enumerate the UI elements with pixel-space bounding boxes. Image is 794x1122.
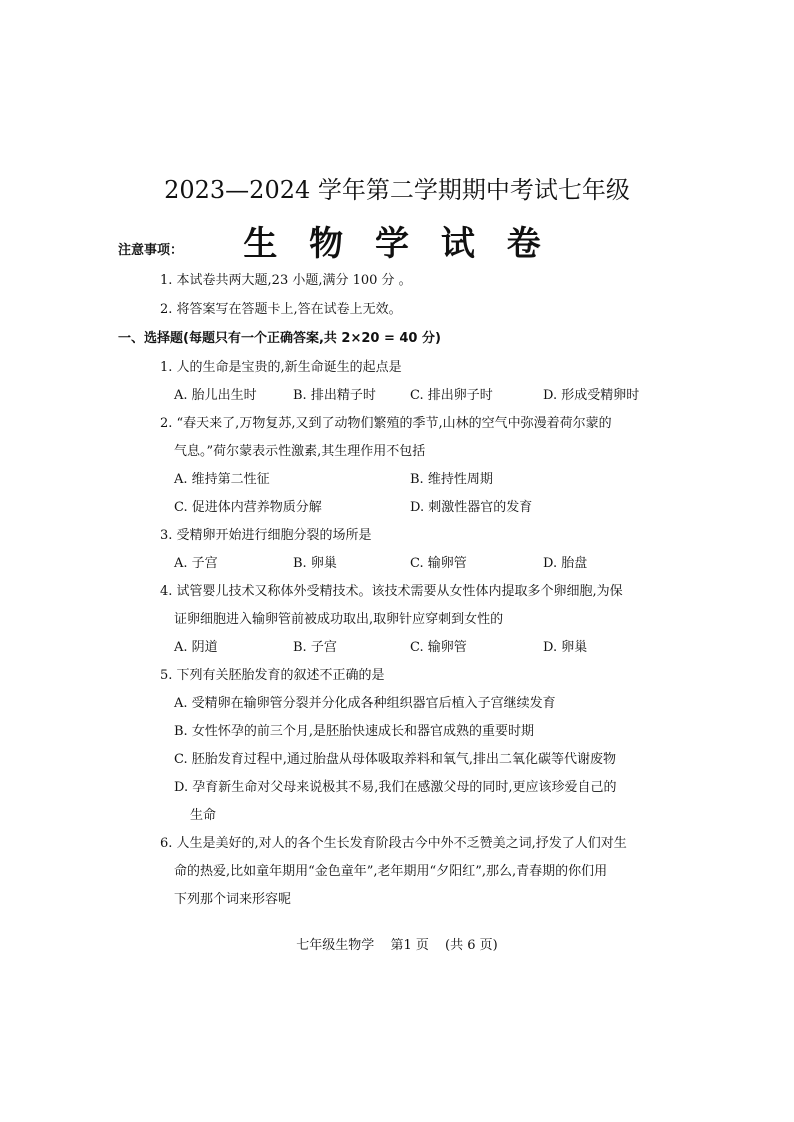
option: D. 刺激性器官的发育 (410, 500, 533, 515)
option: B. 排出精子时 (293, 388, 376, 403)
option: B. 女性怀孕的前三个月,是胚胎快速成长和器官成熟的重要时期 (174, 724, 534, 739)
question-stem: 1. 人的生命是宝贵的,新生命诞生的起点是 (160, 360, 402, 375)
option: A. 维持第二性征 (174, 472, 270, 487)
option: C. 输卵管 (410, 556, 467, 571)
question-stem: 命的热爱,比如童年期用“金色童年”,老年期用“夕阳红”,那么,青春期的你们用 (174, 864, 608, 879)
option: A. 阴道 (174, 640, 218, 655)
question-stem: 2. “春天来了,万物复苏,又到了动物们繁殖的季节,山林的空气中弥漫着荷尔蒙的 (160, 416, 612, 431)
note-item: 2. 将答案写在答题卡上,答在试卷上无效。 (160, 302, 402, 317)
question-stem: 证卵细胞进入输卵管前被成功取出,取卵针应穿刺到女性的 (174, 612, 504, 627)
page-footer (0, 934, 794, 953)
option: D. 卵巢 (543, 640, 588, 655)
question-stem: 3. 受精卵开始进行细胞分裂的场所是 (160, 528, 372, 543)
question-stem: 6. 人生是美好的,对人的各个生长发育阶段古今中外不乏赞美之词,抒发了人们对生 (160, 836, 627, 851)
option: D. 胎盘 (543, 556, 588, 571)
footer-subject: 七年级生物学 (296, 938, 375, 953)
option: A. 胎儿出生时 (174, 388, 257, 403)
option: C. 促进体内营养物质分解 (174, 500, 322, 515)
option: C. 排出卵子时 (410, 388, 493, 403)
option: C. 输卵管 (410, 640, 467, 655)
exam-subtitle: 生 物 学 试 卷 (243, 224, 551, 264)
option: A. 受精卵在输卵管分裂并分化成各种组织器官后植入子宫继续发育 (174, 696, 556, 711)
question-stem: 气息。”荷尔蒙表示性激素,其生理作用不包括 (174, 444, 426, 459)
option: A. 子宫 (174, 556, 218, 571)
section-heading: 一、选择题(每题只有一个正确答案,共 2×20 = 40 分) (118, 331, 441, 346)
option: B. 维持性周期 (410, 472, 493, 487)
question-stem: 下列那个词来形容呢 (174, 892, 292, 907)
question-stem: 5. 下列有关胚胎发育的叙述不正确的是 (160, 668, 385, 683)
question-stem: 4. 试管婴儿技术又称体外受精技术。该技术需要从女性体内提取多个卵细胞,为保 (160, 584, 623, 599)
exam-title: 2023—2024 学年第二学期期中考试七年级 (164, 176, 630, 204)
option: C. 胚胎发育过程中,通过胎盘从母体吸取养料和氧气,排出二氧化碳等代谢废物 (174, 752, 617, 767)
option: D. 形成受精卵时 (543, 388, 640, 403)
option-continuation: 生命 (190, 808, 217, 823)
notes-heading: 注意事项： (118, 243, 184, 258)
footer-page-number: 第1 页 (390, 938, 429, 953)
option: B. 卵巢 (293, 556, 337, 571)
note-item: 1. 本试卷共两大题,23 小题,满分 100 分 。 (160, 273, 412, 288)
footer-total-pages: (共 6 页) (445, 938, 498, 953)
option: D. 孕育新生命对父母来说极其不易,我们在感激父母的同时,更应该珍爱自己的 (174, 780, 617, 795)
option: B. 子宫 (293, 640, 337, 655)
